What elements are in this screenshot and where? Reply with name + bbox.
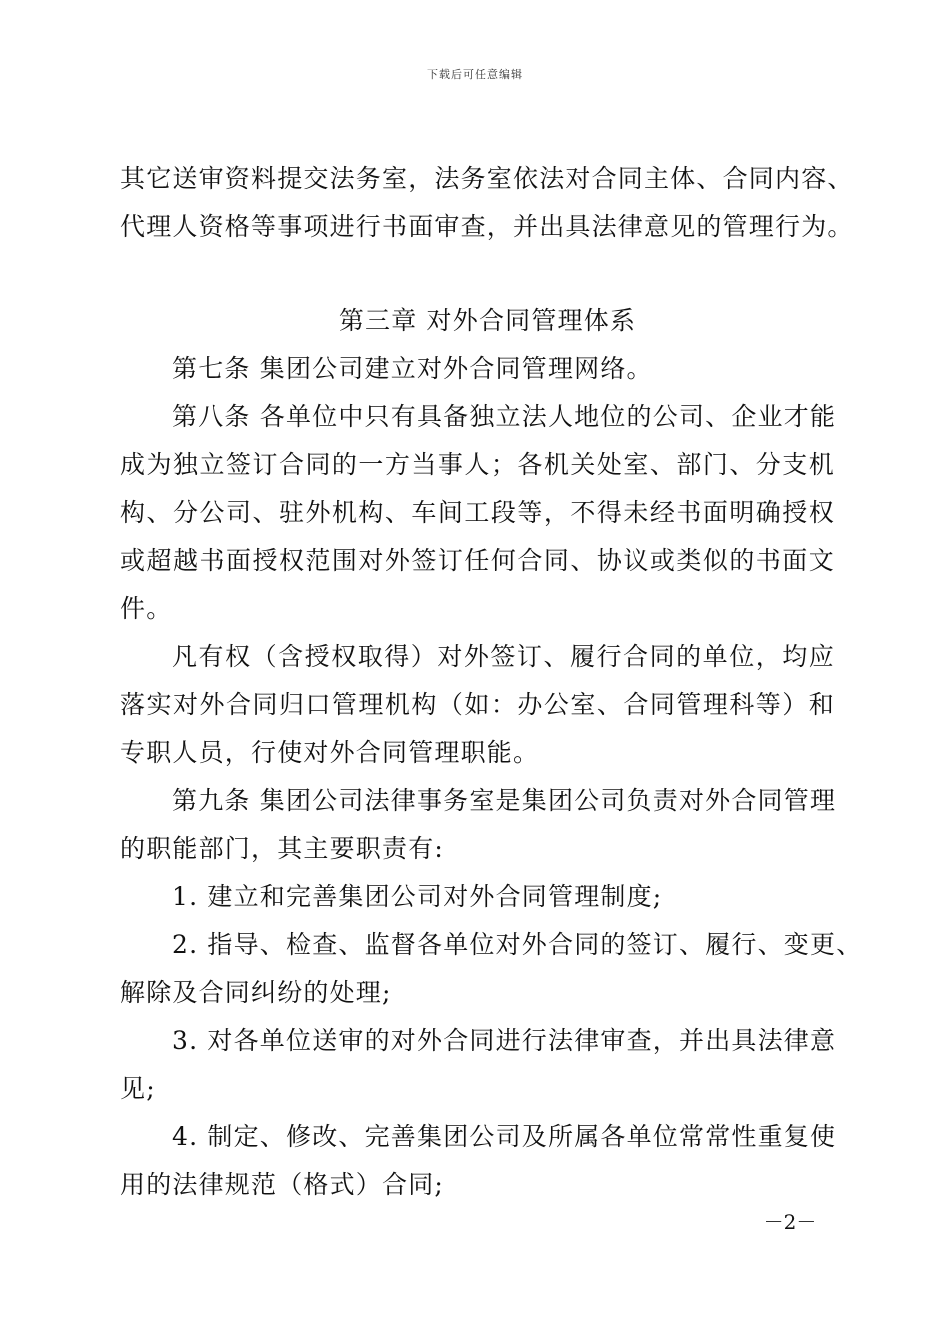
document-body <box>120 164 863 1220</box>
article-8-line: 或超越书面授权范围对外签订任何合同、协议或类似的书面文 <box>120 546 835 575</box>
article-9-line: 第九条 集团公司法律事务室是集团公司负责对外合同管理 <box>172 786 837 815</box>
paragraph-line: 凡有权（含授权取得）对外签订、履行合同的单位，均应 <box>172 642 835 671</box>
article-9-line: 的职能部门，其主要职责有: <box>120 834 445 863</box>
paragraph-line: 其它送审资料提交法务室，法务室依法对合同主体、合同内容、 <box>120 164 854 193</box>
page-header: 下载后可任意编辑 <box>427 68 523 81</box>
blank-line <box>120 262 835 308</box>
list-item-2: 2. 指导、检查、监督各单位对外合同的签订、履行、变更、 <box>172 930 863 959</box>
article-8-line: 件。 <box>120 594 173 623</box>
article-7-line: 第七条 集团公司建立对外合同管理网络。 <box>172 354 653 383</box>
article-8-line: 成为独立签订合同的一方当事人；各机关处室、部门、分支机 <box>120 450 835 479</box>
list-item-4-cont: 用的法律规范（格式）合同; <box>120 1170 445 1199</box>
chapter-heading: 第三章 对外合同管理体系 <box>338 306 637 335</box>
page-number: －2－ <box>763 1210 817 1234</box>
list-item-1: 1. 建立和完善集团公司对外合同管理制度; <box>172 882 663 911</box>
paragraph-line: 专职人员，行使对外合同管理职能。 <box>120 738 540 767</box>
article-8-line: 第八条 各单位中只有具备独立法人地位的公司、企业才能 <box>172 402 837 431</box>
paragraph-line: 落实对外合同归口管理机构（如：办公室、合同管理科等）和 <box>120 690 835 719</box>
list-item-4: 4. 制定、修改、完善集团公司及所属各单位常常性重复使 <box>172 1122 837 1151</box>
paragraph-line: 代理人资格等事项进行书面审查，并出具法律意见的管理行为。 <box>120 212 854 241</box>
list-item-3-cont: 见; <box>120 1074 156 1103</box>
list-item-3: 3. 对各单位送审的对外合同进行法律审查，并出具法律意 <box>172 1026 837 1055</box>
article-8-line: 构、分公司、驻外机构、车间工段等，不得未经书面明确授权 <box>120 498 835 527</box>
list-item-2-cont: 解除及合同纠纷的处理; <box>120 978 392 1007</box>
